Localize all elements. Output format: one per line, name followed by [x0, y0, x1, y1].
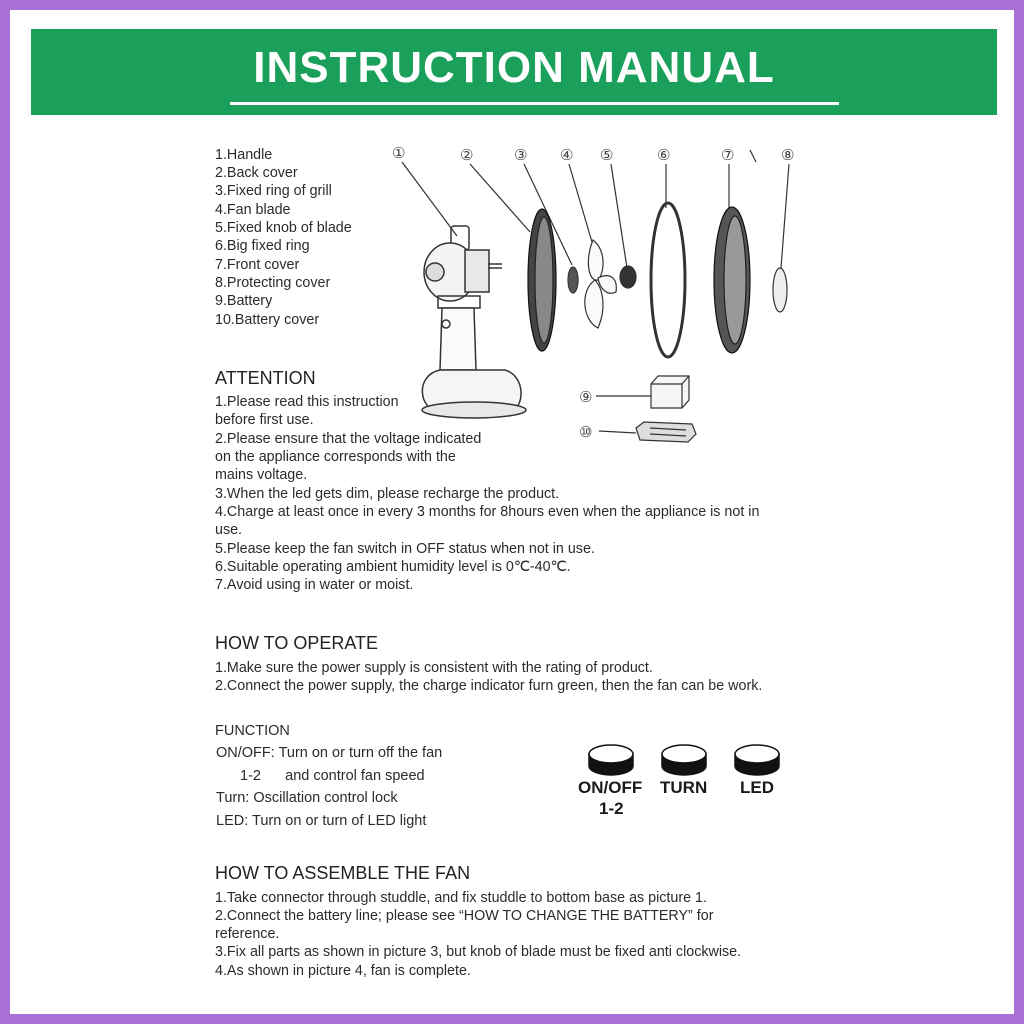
callout-10: ⑩ [579, 423, 593, 441]
part-item: 10.Battery cover [215, 312, 320, 328]
manual-page [10, 10, 1014, 1014]
attention-heading: ATTENTION [215, 368, 316, 388]
part-item: 3.Fixed ring of grill [215, 183, 332, 199]
back-cover [528, 209, 556, 351]
assemble-line: 4.As shown in picture 4, fan is complete. [215, 963, 471, 979]
attention-line: 2.Please ensure that the voltage indicated [215, 431, 482, 447]
attention-line: before first use. [215, 412, 314, 428]
led-label: LED [740, 778, 774, 797]
function-line: Turn: Oscillation control lock [216, 790, 398, 806]
callout-3: ③ [514, 146, 528, 164]
operate-line: 2.Connect the power supply, the charge indicator furn green, then the fan can be work. [215, 678, 763, 694]
callout-8: ⑧ [781, 146, 795, 164]
turn-label: TURN [660, 778, 708, 797]
attention-line: 4.Charge at least once in every 3 months for 8hours even when the appliance is not in [215, 504, 760, 520]
operate-line: 1.Make sure the power supply is consistent with the rating of product. [215, 660, 653, 676]
function-heading: FUNCTION [215, 723, 290, 739]
part-item: 1.Handle [215, 147, 273, 163]
attention-line: 5.Please keep the fan switch in OFF status when not in use. [215, 541, 595, 557]
assemble-line: reference. [215, 926, 280, 942]
part-item: 4.Fan blade [215, 202, 291, 218]
function-line: ON/OFF: Turn on or turn off the fan [216, 745, 443, 761]
attention-line: use. [215, 522, 243, 538]
led-button-icon [735, 745, 779, 775]
attention-line: mains voltage. [215, 467, 308, 483]
callout-7: ⑦ [721, 146, 735, 164]
function-line: 1-2 and control fan speed [240, 768, 425, 784]
fixed-ring-of-grill [568, 267, 578, 293]
callout-9: ⑨ [579, 388, 593, 406]
turn-button-icon [662, 745, 706, 775]
part-item: 6.Big fixed ring [215, 238, 310, 254]
title-underline [230, 102, 839, 105]
callout-1: ① [392, 144, 406, 162]
onoff-button-icon [589, 745, 633, 775]
callout-5: ⑤ [600, 146, 614, 164]
onoff-label: ON/OFF [578, 778, 643, 797]
part-item: 2.Back cover [215, 165, 298, 181]
fan-body [422, 226, 526, 418]
function-line: LED: Turn on or turn of LED light [216, 813, 427, 829]
attention-line: 1.Please read this instruction [215, 394, 399, 410]
part-item: 7.Front cover [215, 257, 300, 273]
protecting-cover [773, 268, 787, 312]
fixed-knob-of-blade [620, 266, 636, 288]
callout-2: ② [460, 146, 474, 164]
attention-line: 3.When the led gets dim, please recharge the product. [215, 486, 560, 502]
part-item: 9.Battery [215, 293, 273, 309]
battery-cover [636, 422, 696, 442]
battery [651, 376, 689, 408]
callout-6: ⑥ [657, 146, 671, 164]
assemble-line: 3.Fix all parts as shown in picture 3, but knob of blade must be fixed anti clockwise. [215, 944, 742, 960]
assemble-heading: HOW TO ASSEMBLE THE FAN [215, 863, 471, 883]
part-item: 8.Protecting cover [215, 275, 331, 291]
assemble-line: 2.Connect the battery line; please see “HOW TO CHANGE THE BATTERY” for [215, 908, 714, 924]
big-fixed-ring [651, 203, 685, 357]
attention-line: on the appliance corresponds with the [215, 449, 456, 465]
front-cover [714, 207, 750, 353]
page-title: INSTRUCTION MANUAL [253, 43, 775, 92]
attention-line: 6.Suitable operating ambient humidity level is 0℃-40℃. [215, 559, 571, 575]
callout-4: ④ [560, 146, 574, 164]
title-banner [31, 29, 997, 115]
onoff-sub-label: 1-2 [599, 799, 624, 818]
operate-heading: HOW TO OPERATE [215, 633, 379, 653]
attention-line: 7.Avoid using in water or moist. [215, 577, 414, 593]
assemble-line: 1.Take connector through studdle, and fix studdle to bottom base as picture 1. [215, 890, 707, 906]
fan-blade [585, 240, 617, 328]
part-item: 5.Fixed knob of blade [215, 220, 352, 236]
callout-numbers [392, 144, 794, 441]
